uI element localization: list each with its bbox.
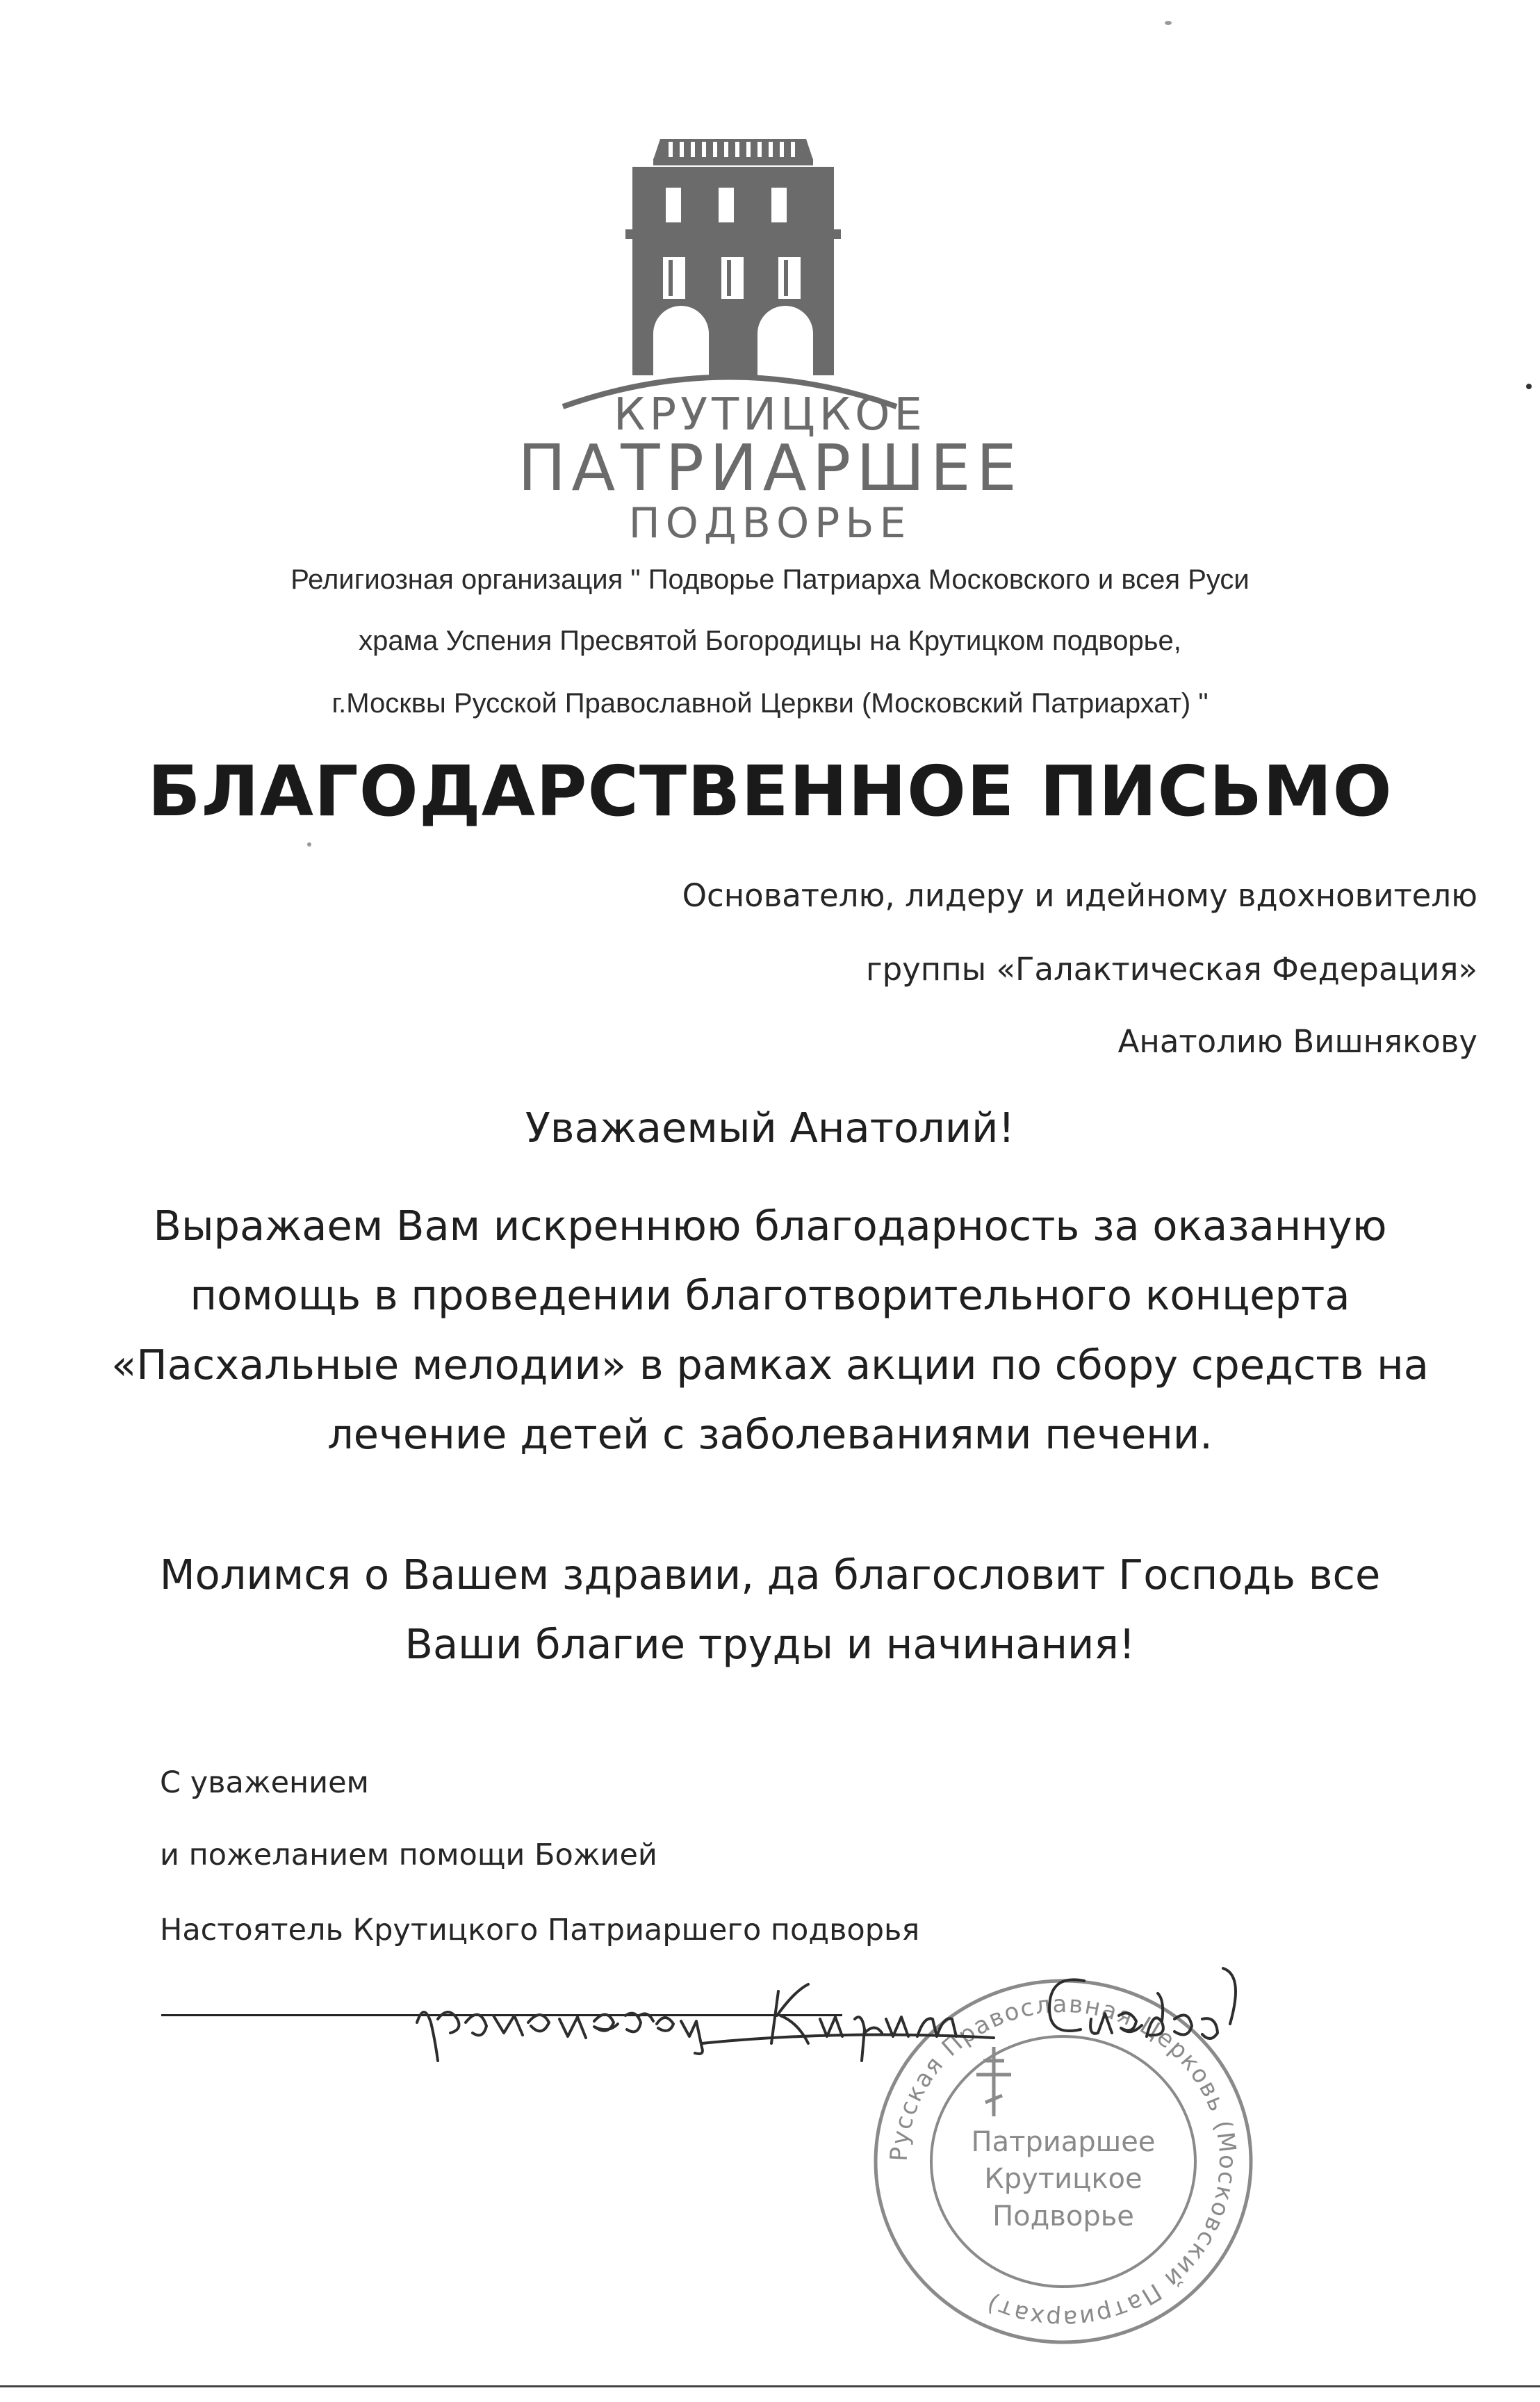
gratitude-paragraph xyxy=(0,1191,1540,1469)
organization-line1: Религиозная организация " Подворье Патриарха Московского и всея Руси xyxy=(290,564,1250,595)
logo-text-line2: ПАТРИАРШЕЕ xyxy=(518,431,1022,505)
paragraph2-line1: Молимся о Вашем здравии, да благословит Господь все xyxy=(159,1551,1381,1599)
organization-line3: г.Москвы Русской Православной Церкви (Московский Патриархат) " xyxy=(331,688,1209,719)
stamp-center-line2: Крутицкое xyxy=(984,2163,1142,2195)
recipient-line2: группы «Галактическая Федерация» xyxy=(865,951,1477,988)
stamp-center-line1: Патриаршее xyxy=(971,2126,1156,2158)
scan-speck xyxy=(1165,21,1172,25)
paragraph1-line2: помощь в проведении благотворительного концерта xyxy=(190,1271,1350,1319)
closing-line3: Настоятель Крутицкого Патриаршего подворья xyxy=(160,1913,920,1947)
scan-speck xyxy=(1526,384,1532,389)
closing-line2: и пожеланием помощи Божией xyxy=(160,1838,657,1872)
recipient-line1: Основателю, лидеру и идейному вдохновителю xyxy=(682,877,1477,914)
scan-speck xyxy=(307,842,311,847)
closing-line1: С уважением xyxy=(160,1765,369,1800)
greeting: Уважаемый Анатолий! xyxy=(525,1104,1015,1152)
paragraph1-line3: «Пасхальные мелодии» в рамках акции по сбору средств на xyxy=(111,1341,1429,1389)
document-title: БЛАГОДАРСТВЕННОЕ ПИСЬМО xyxy=(147,751,1393,832)
bottom-edge-line xyxy=(0,2385,1540,2387)
stamp-center-line3: Подворье xyxy=(992,2200,1134,2232)
logo-text-line3: ПОДВОРЬЕ xyxy=(628,499,912,548)
recipient-line3: Анатолию Вишнякову xyxy=(1117,1023,1477,1060)
stamp-ring-text: Русская Православная Церковь (Московский Патриархат) xyxy=(885,1990,1242,2333)
paragraph1-line1: Выражаем Вам искреннюю благодарность за оказанную xyxy=(153,1202,1387,1250)
blessing-paragraph xyxy=(0,1540,1540,1679)
organization-line2: храма Успения Пресвятой Богородицы на Крутицком подворье, xyxy=(359,626,1181,656)
logo-text-line1: КРУТИЦКОЕ xyxy=(614,389,926,441)
handwritten-signature xyxy=(389,1932,1348,2085)
paragraph1-line4: лечение детей с заболеваниями печени. xyxy=(327,1410,1213,1458)
paragraph2-line2: Ваши благие труды и начинания! xyxy=(404,1620,1136,1668)
